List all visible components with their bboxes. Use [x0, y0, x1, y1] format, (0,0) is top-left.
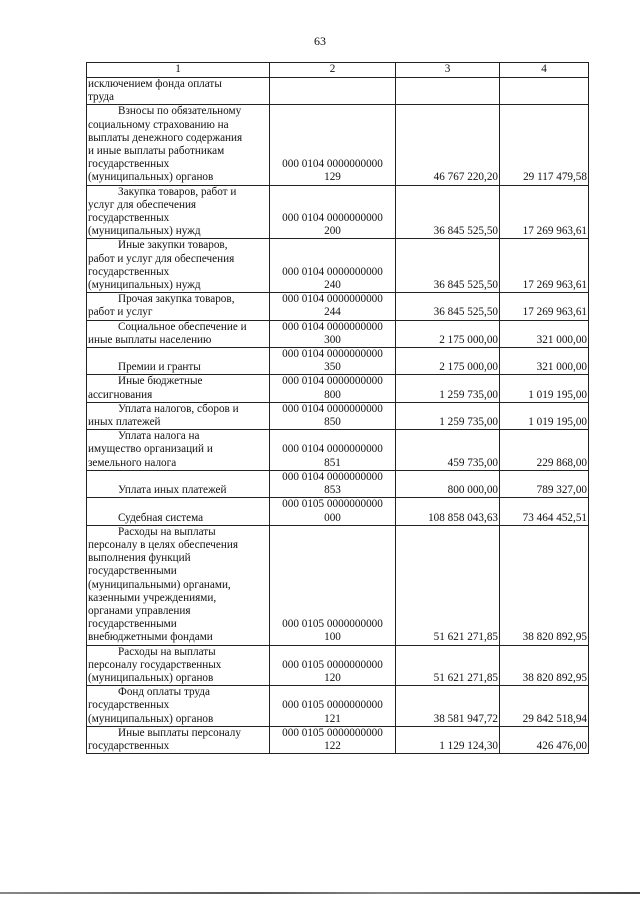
expense-item-name: Премии и гранты	[118, 361, 201, 374]
table-row	[87, 402, 589, 429]
planned-amount: 46 767 220,20	[396, 105, 500, 185]
row-name-cell	[87, 348, 270, 375]
table-row	[87, 293, 589, 320]
column-header-3: 3	[396, 63, 500, 78]
budget-code-cell	[270, 293, 396, 320]
table-row	[87, 726, 589, 753]
expense-item-name: Уплата иных платежей	[118, 484, 227, 497]
expense-item-name: Закупка товаров, работ и услуг для обеспечения государственных (муниципальных) нужд	[88, 185, 237, 238]
row-name-cell	[87, 402, 270, 429]
executed-amount: 321 000,00	[500, 348, 589, 375]
row-name-cell	[87, 320, 270, 347]
table-row	[87, 78, 589, 105]
budget-classification-code: 000 0105 0000000000 100	[282, 618, 383, 644]
expense-item-name: Уплата налога на имущество организаций и земельного налога	[88, 430, 213, 469]
budget-classification-code: 000 0104 0000000000 851	[282, 443, 383, 469]
row-name-cell	[87, 105, 270, 185]
budget-code-cell	[270, 348, 396, 375]
planned-amount: 2 175 000,00	[396, 348, 500, 375]
budget-code-cell	[270, 430, 396, 471]
budget-code-cell	[270, 645, 396, 686]
budget-table	[86, 62, 589, 754]
executed-amount: 29 117 479,58	[500, 105, 589, 185]
row-name-cell	[87, 375, 270, 402]
table-row	[87, 430, 589, 471]
table-body	[87, 78, 589, 754]
planned-amount: 800 000,00	[396, 470, 500, 497]
expense-item-name: Прочая закупка товаров, работ и услуг	[88, 293, 235, 319]
column-header-4: 4	[500, 63, 589, 78]
table-row	[87, 320, 589, 347]
executed-amount: 38 820 892,95	[500, 525, 589, 645]
planned-amount: 1 259 735,00	[396, 402, 500, 429]
page-bottom-edge	[0, 892, 640, 894]
table-row	[87, 525, 589, 645]
budget-classification-code: 000 0104 0000000000 200	[282, 212, 383, 238]
row-name-cell	[87, 430, 270, 471]
row-name-cell	[87, 293, 270, 320]
budget-classification-code: 000 0105 0000000000 000	[282, 498, 383, 524]
budget-code-cell	[270, 320, 396, 347]
budget-code-cell	[270, 239, 396, 293]
expense-item-name: Иные бюджетные ассигнования	[88, 375, 203, 401]
executed-amount: 1 019 195,00	[500, 402, 589, 429]
executed-amount: 229 868,00	[500, 430, 589, 471]
expense-item-name: Фонд оплаты труда государственных (муниципальных) органов	[88, 686, 214, 725]
budget-classification-code: 000 0105 0000000000 121	[282, 699, 383, 725]
expense-item-name: Иные закупки товаров, работ и услуг для обеспечения государственных (муниципальных) нужд	[88, 239, 235, 292]
expense-item-name: Расходы на выплаты персоналу государственных (муниципальных) органов	[88, 645, 222, 684]
executed-amount: 321 000,00	[500, 320, 589, 347]
row-name-cell	[87, 78, 270, 105]
planned-amount: 1 129 124,30	[396, 726, 500, 753]
row-name-cell	[87, 185, 270, 239]
budget-code-cell	[270, 375, 396, 402]
budget-classification-code: 000 0104 0000000000 853	[282, 470, 383, 497]
budget-classification-code: 000 0104 0000000000 350	[282, 348, 383, 374]
budget-classification-code: 000 0104 0000000000 244	[282, 293, 383, 319]
planned-amount: 459 735,00	[396, 430, 500, 471]
budget-code-cell	[270, 498, 396, 525]
page-number: 63	[314, 34, 326, 48]
row-name-cell	[87, 525, 270, 645]
budget-classification-code: 000 0104 0000000000 850	[282, 402, 383, 429]
expense-item-name: Судебная система	[118, 511, 204, 524]
table-row	[87, 239, 589, 293]
expense-item-name: Уплата налогов, сборов и иных платежей	[88, 402, 239, 429]
executed-amount: 29 842 518,94	[500, 686, 589, 727]
planned-amount: 36 845 525,50	[396, 185, 500, 239]
planned-amount: 51 621 271,85	[396, 525, 500, 645]
row-name-cell	[87, 470, 270, 497]
table-row	[87, 348, 589, 375]
planned-amount: 36 845 525,50	[396, 293, 500, 320]
executed-amount: 38 820 892,95	[500, 645, 589, 686]
table-row	[87, 470, 589, 497]
planned-amount: 51 621 271,85	[396, 645, 500, 686]
executed-amount: 17 269 963,61	[500, 185, 589, 239]
budget-classification-code: 000 0105 0000000000 120	[282, 658, 383, 684]
budget-code-cell	[270, 105, 396, 185]
row-name-cell	[87, 239, 270, 293]
row-name-cell	[87, 726, 270, 753]
budget-classification-code: 000 0104 0000000000 240	[282, 265, 383, 292]
expense-item-name: Расходы на выплаты персоналу в целях обеспечения выполнения функций государственными (муниципальными) органами, казенными учреждениями, органами управления государственными внебюджетными фондами	[88, 525, 239, 644]
expense-item-name: исключением фонда оплаты труда	[88, 78, 222, 104]
executed-amount: 426 476,00	[500, 726, 589, 753]
executed-amount	[500, 78, 589, 105]
table-row	[87, 686, 589, 727]
table-row	[87, 105, 589, 185]
planned-amount: 38 581 947,72	[396, 686, 500, 727]
table-header	[87, 63, 589, 78]
budget-classification-code: 000 0105 0000000000 122	[282, 726, 383, 752]
table-row	[87, 375, 589, 402]
budget-code-cell	[270, 726, 396, 753]
expense-item-name: Иные выплаты персоналу государственных	[88, 726, 241, 752]
row-name-cell	[87, 686, 270, 727]
planned-amount: 108 858 043,63	[396, 498, 500, 525]
budget-classification-code: 000 0104 0000000000 300	[282, 320, 383, 346]
expense-item-name: Социальное обеспечение и иные выплаты населению	[88, 320, 247, 346]
column-header-2: 2	[270, 63, 396, 78]
row-name-cell	[87, 645, 270, 686]
executed-amount: 73 464 452,51	[500, 498, 589, 525]
budget-code-cell	[270, 470, 396, 497]
planned-amount: 2 175 000,00	[396, 320, 500, 347]
planned-amount: 1 259 735,00	[396, 375, 500, 402]
column-header-1: 1	[87, 63, 270, 78]
planned-amount: 36 845 525,50	[396, 239, 500, 293]
executed-amount: 17 269 963,61	[500, 239, 589, 293]
budget-code-cell	[270, 402, 396, 429]
budget-code-cell	[270, 78, 396, 105]
budget-code-cell	[270, 185, 396, 239]
table-row	[87, 645, 589, 686]
executed-amount: 789 327,00	[500, 470, 589, 497]
budget-code-cell	[270, 525, 396, 645]
executed-amount: 17 269 963,61	[500, 293, 589, 320]
header-row	[87, 63, 589, 78]
budget-classification-code: 000 0104 0000000000 800	[282, 375, 383, 401]
budget-classification-code: 000 0104 0000000000 129	[282, 158, 383, 184]
planned-amount	[396, 78, 500, 105]
expense-item-name: Взносы по обязательному социальному страхованию на выплаты денежного содержания и иные выплаты работникам государственных (муниципальных) органов	[88, 105, 243, 184]
row-name-cell	[87, 498, 270, 525]
budget-code-cell	[270, 686, 396, 727]
executed-amount: 1 019 195,00	[500, 375, 589, 402]
table-row	[87, 185, 589, 239]
table-row	[87, 498, 589, 525]
